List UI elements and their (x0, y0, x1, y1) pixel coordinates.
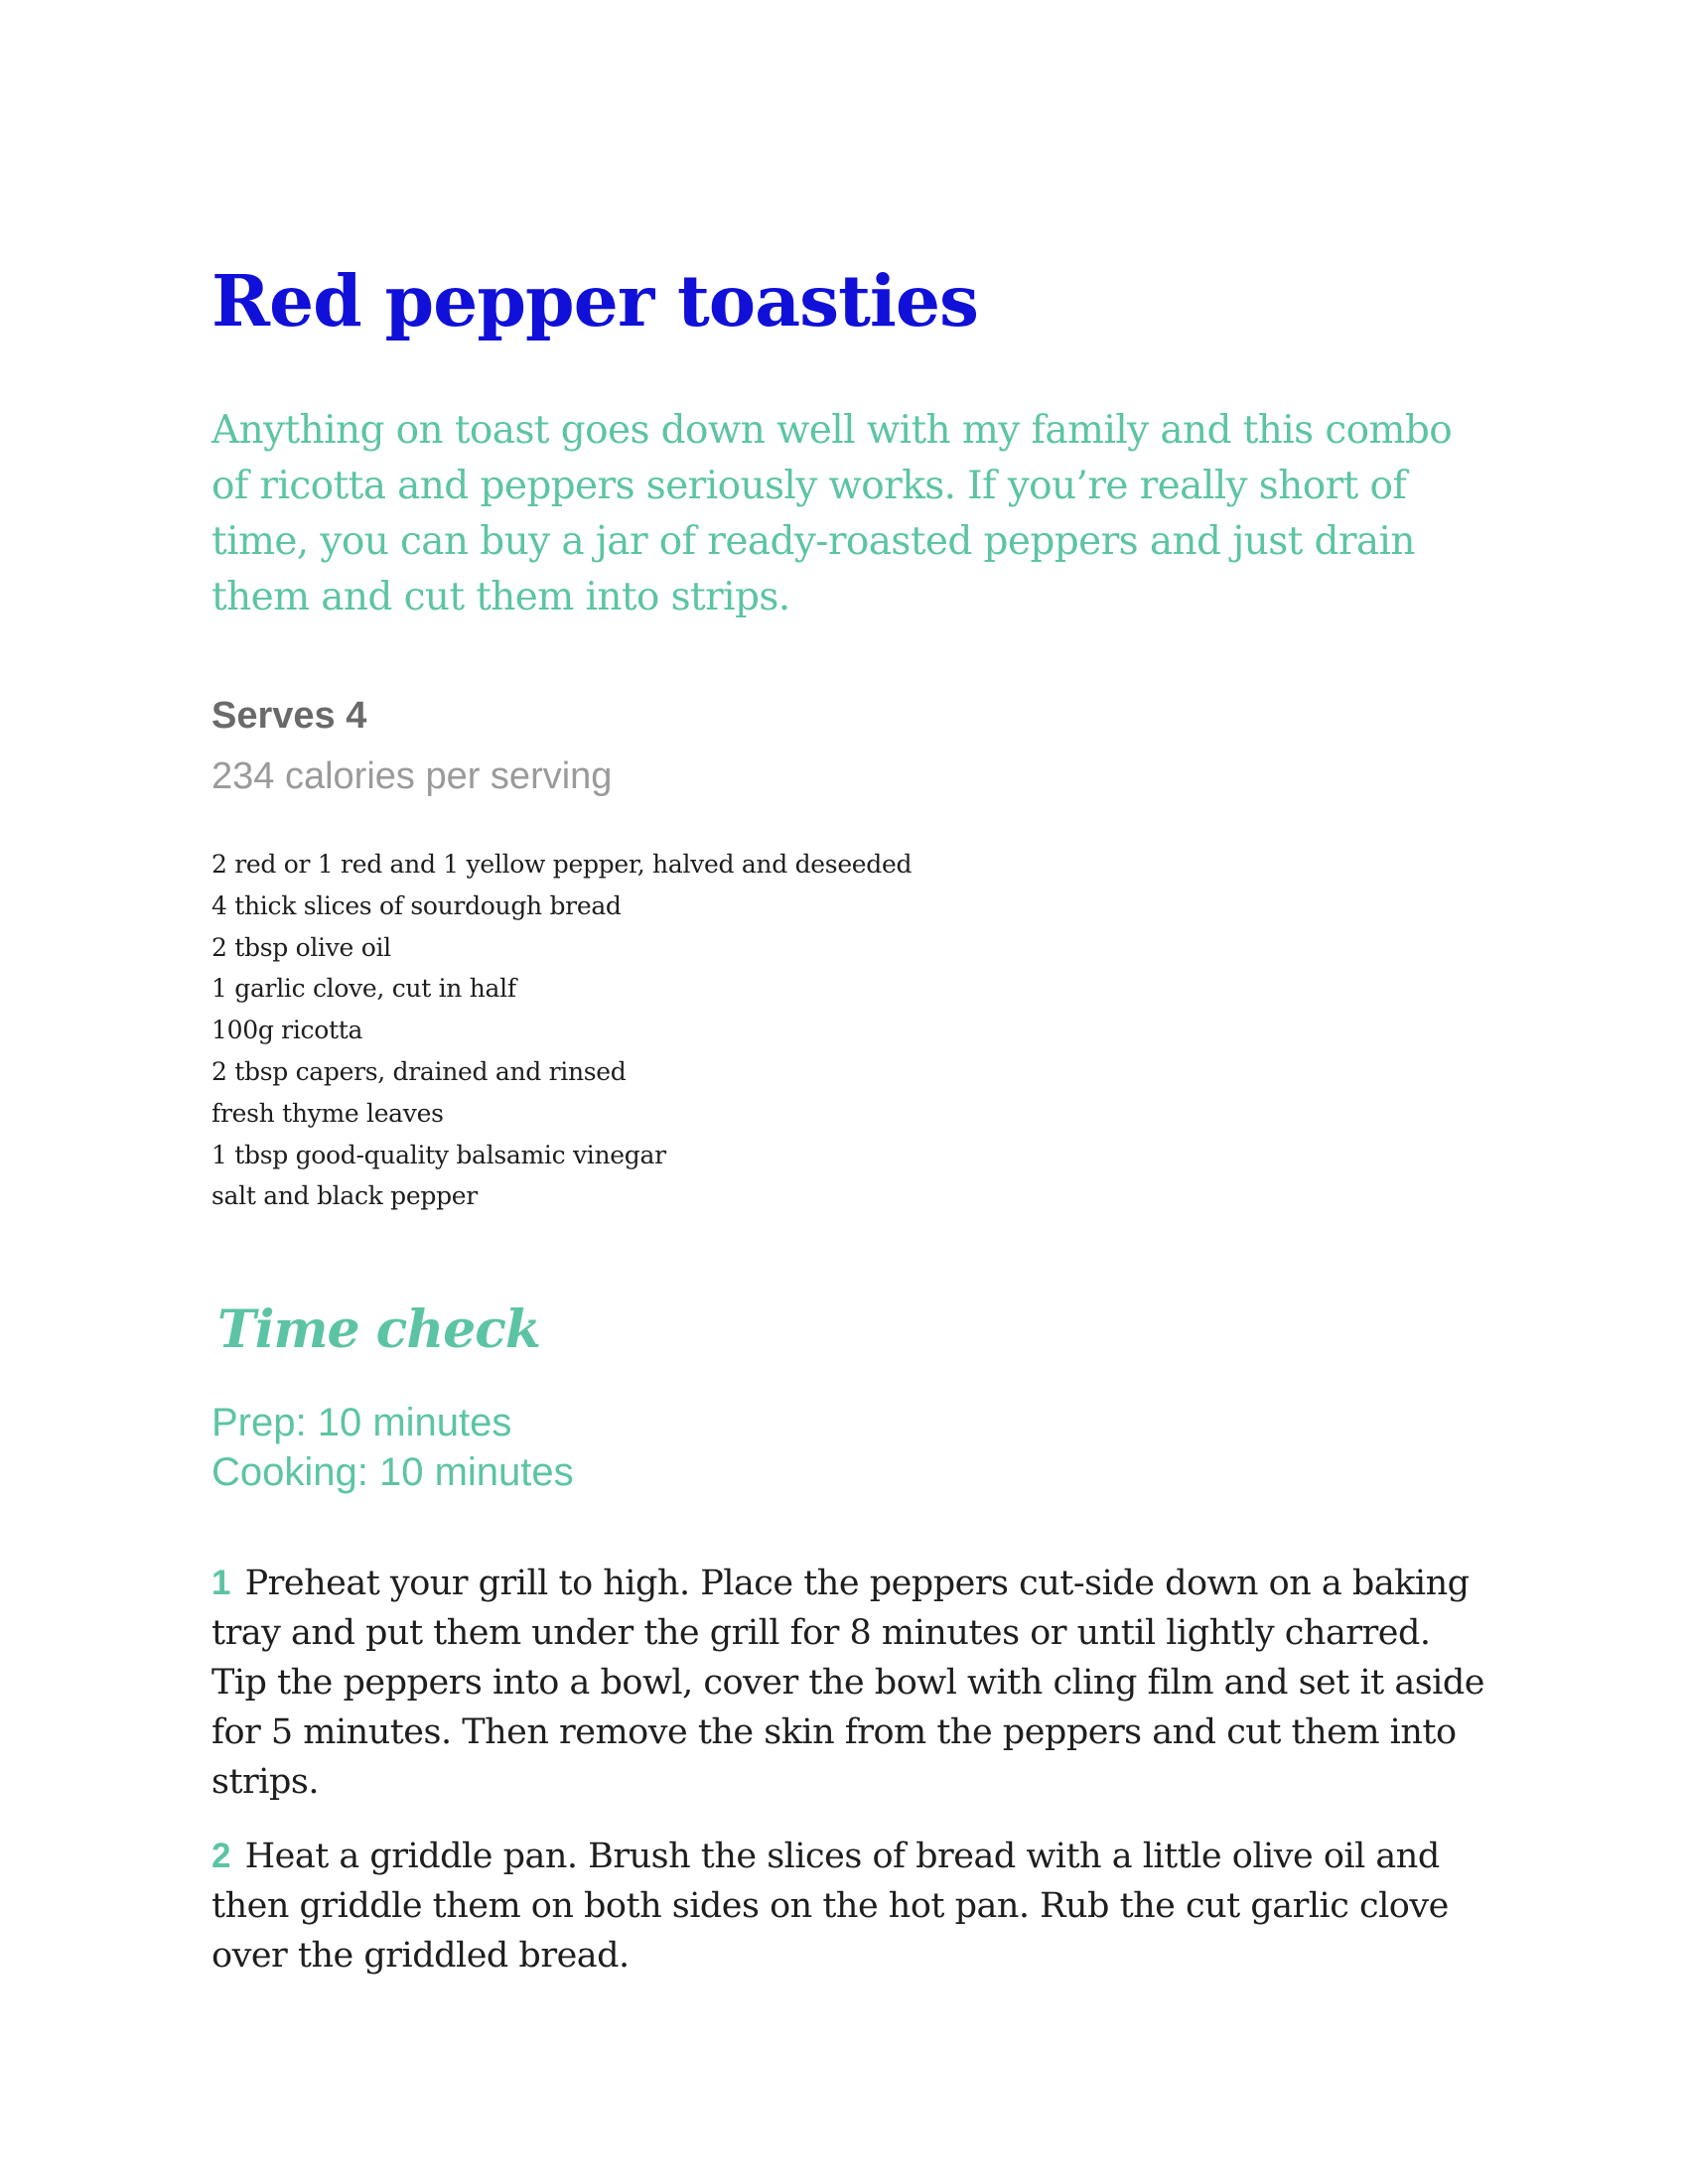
method-steps (211, 1559, 1492, 2005)
ingredient-list (211, 844, 912, 1217)
method-step (211, 1559, 1492, 1807)
ingredient-item: 2 tbsp olive oil (211, 932, 391, 962)
ingredient-item: 1 garlic clove, cut in half (211, 974, 516, 1004)
time-check-values (211, 1398, 574, 1497)
ingredient-item: 4 thick slices of sourdough bread (211, 890, 622, 920)
prep-time: Prep: 10 minutes (211, 1401, 512, 1444)
step-number: 1 (211, 1564, 230, 1602)
calories-per-serving: 234 calories per serving (211, 755, 613, 797)
cooking-time: Cooking: 10 minutes (211, 1450, 574, 1494)
step-number: 2 (211, 1837, 230, 1875)
ingredient-item: 2 red or 1 red and 1 yellow pepper, halved and deseeded (211, 850, 913, 879)
step-text: Heat a griddle pan. Brush the slices of bread with a little olive oil and then griddle them on both sides on the hot pan. Rub the cut garlic clove over the griddled bread. (211, 1837, 1449, 1976)
recipe-intro: Anything on toast goes down well with my family and this combo of ricotta and peppers seriously works. If you’re really short of time, you can buy a jar of ready-roasted peppers and just drain them and cut them into strips. (211, 408, 1453, 619)
serves-count: Serves 4 (211, 695, 367, 737)
method-step (211, 1832, 1492, 1980)
ingredient-item: salt and black pepper (211, 1181, 478, 1211)
ingredient-item: 1 tbsp good-quality balsamic vinegar (211, 1140, 666, 1169)
ingredient-item: 100g ricotta (211, 1016, 363, 1045)
recipe-page (211, 0, 1492, 2184)
step-text: Preheat your grill to high. Place the peppers cut-side down on a baking tray and put them under the grill for 8 minutes or until lightly charred. Tip the peppers into a bowl, cover the bowl with cling film and set it aside for 5 minutes. Then remove the skin from the peppers and cut them into strips. (211, 1564, 1484, 1802)
ingredient-item: fresh thyme leaves (211, 1098, 444, 1128)
ingredient-item: 2 tbsp capers, drained and rinsed (211, 1056, 627, 1086)
recipe-title: Red pepper toasties (211, 259, 978, 342)
time-check-heading: Time check (217, 1299, 540, 1360)
